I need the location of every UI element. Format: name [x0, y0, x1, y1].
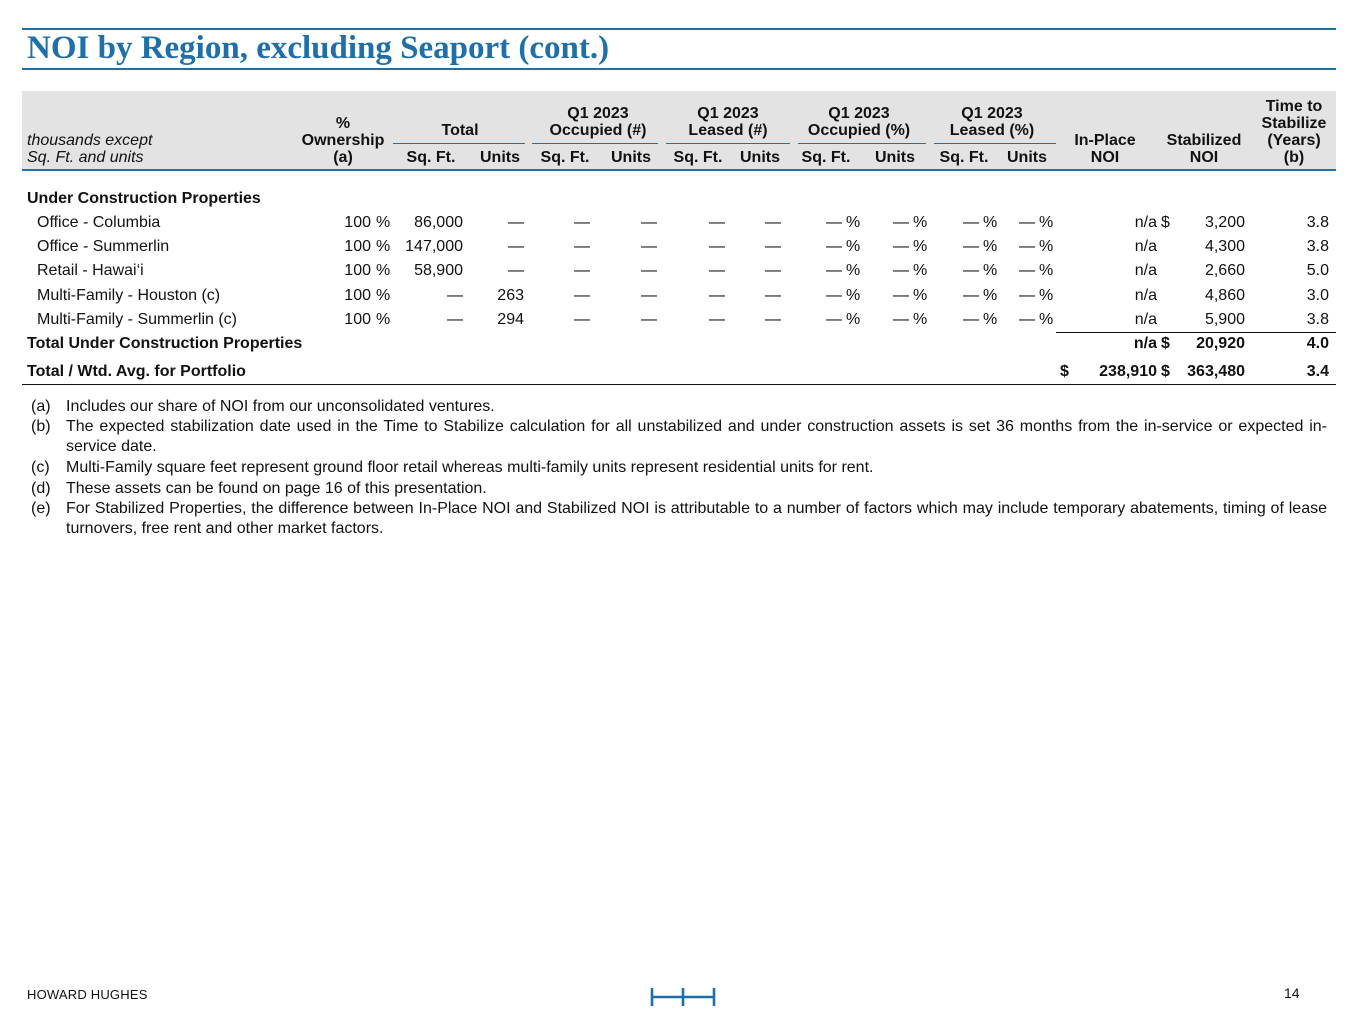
leased-sqft-value: — — [709, 311, 725, 328]
header-ownership: Ownership — [301, 132, 385, 149]
total-sqft-value: 58,900 — [414, 262, 463, 279]
occupied-pct-sqft-sign: % — [846, 287, 861, 304]
header-occ-pct-sqft: Sq. Ft. — [801, 149, 851, 166]
occupied-sqft-value: — — [574, 214, 590, 231]
leased-pct-units-value: — — [1019, 262, 1035, 279]
stabilized-noi-value: 4,300 — [1204, 238, 1245, 255]
total-portfolio-tts: 3.4 — [1306, 363, 1329, 380]
header-inplace: In-Place — [1074, 132, 1136, 149]
footnote-label: (a) — [31, 398, 51, 415]
footnote-text: These assets can be found on page 16 of this presentation. — [66, 480, 487, 497]
howard-hughes-logo-icon — [650, 986, 716, 1008]
occupied-sqft-value: — — [574, 311, 590, 328]
leased-pct-sqft-value: — — [963, 287, 979, 304]
total-units-value: — — [508, 214, 524, 231]
footnote-label: (c) — [31, 459, 50, 476]
group-underline-leased-num — [666, 143, 790, 144]
group-underline-occupied-pct — [798, 143, 926, 144]
footnote-label: (d) — [31, 480, 51, 497]
inplace-noi-value: n/a — [1134, 238, 1157, 255]
total-uc-stabilized-dollar: $ — [1161, 335, 1170, 352]
group-underline-occupied-num — [532, 143, 658, 144]
header-lea-pct-sqft: Sq. Ft. — [939, 149, 989, 166]
ownership-value: 100 — [344, 214, 371, 231]
occupied-units-value: — — [641, 311, 657, 328]
header-tts-2: Stabilize — [1261, 115, 1327, 132]
page-number: 14 — [1284, 985, 1300, 1001]
leased-pct-sqft-value: — — [963, 262, 979, 279]
stabilized-noi-value: 4,860 — [1204, 287, 1245, 304]
footnote-text: Includes our share of NOI from our unconsolidated ventures. — [66, 398, 495, 415]
header-ownership-pct: % — [335, 115, 351, 132]
header-occ-num-sqft: Sq. Ft. — [540, 149, 590, 166]
inplace-noi-value: n/a — [1134, 262, 1157, 279]
occupied-pct-sqft-value: — — [826, 238, 842, 255]
leased-pct-sqft-sign: % — [983, 214, 998, 231]
header-occupied-pct: Occupied (%) — [807, 122, 911, 139]
header-occupied-num-q: Q1 2023 — [567, 105, 629, 122]
header-lea-num-units: Units — [740, 149, 780, 166]
occupied-pct-sqft-sign: % — [846, 262, 861, 279]
time-to-stabilize-value: 3.8 — [1306, 214, 1329, 231]
leased-pct-units-value: — — [1019, 287, 1035, 304]
occupied-units-value: — — [641, 262, 657, 279]
table-header-rule — [22, 169, 1336, 171]
property-name: Office - Columbia — [37, 214, 161, 231]
header-occupied-pct-q: Q1 2023 — [828, 105, 890, 122]
header-stub-line1: thousands except — [27, 132, 153, 149]
occupied-pct-sqft-sign: % — [846, 214, 861, 231]
time-to-stabilize-value: 3.8 — [1306, 311, 1329, 328]
ownership-pct-sign: % — [376, 214, 391, 231]
occupied-pct-units-sign: % — [913, 311, 928, 328]
header-lea-num-sqft: Sq. Ft. — [673, 149, 723, 166]
total-portfolio-label: Total / Wtd. Avg. for Portfolio — [27, 363, 246, 380]
stabilized-dollar-sign: $ — [1161, 214, 1170, 231]
leased-pct-sqft-sign: % — [983, 262, 998, 279]
total-sqft-value: 86,000 — [414, 214, 463, 231]
leased-sqft-value: — — [709, 262, 725, 279]
occupied-pct-units-value: — — [893, 287, 909, 304]
header-occ-pct-units: Units — [875, 149, 915, 166]
time-to-stabilize-value: 5.0 — [1306, 262, 1329, 279]
group-underline-leased-pct — [934, 143, 1056, 144]
inplace-noi-value: n/a — [1134, 287, 1157, 304]
header-lea-pct-units: Units — [1007, 149, 1047, 166]
group-underline-total — [393, 143, 525, 144]
header-occ-num-units: Units — [611, 149, 651, 166]
total-portfolio-stabilized-dollar: $ — [1161, 363, 1170, 380]
stabilized-noi-value: 2,660 — [1204, 262, 1245, 279]
property-name: Retail - Hawai‘i — [37, 262, 144, 279]
property-name: Multi-Family - Summerlin (c) — [37, 311, 237, 328]
total-uc-label: Total Under Construction Properties — [27, 335, 303, 352]
leased-pct-sqft-value: — — [963, 214, 979, 231]
time-to-stabilize-value: 3.8 — [1306, 238, 1329, 255]
page-title: NOI by Region, excluding Seaport (cont.) — [27, 30, 610, 66]
occupied-sqft-value: — — [574, 262, 590, 279]
ownership-value: 100 — [344, 238, 371, 255]
header-total-sqft: Sq. Ft. — [406, 149, 456, 166]
leased-pct-units-sign: % — [1039, 238, 1054, 255]
header-tts-1: Time to — [1265, 98, 1323, 115]
leased-pct-sqft-sign: % — [983, 311, 998, 328]
footnote-text: Multi-Family square feet represent ground floor retail whereas multi-family units represent residential units for rent. — [66, 459, 874, 476]
header-leased-pct: Leased (%) — [949, 122, 1035, 139]
property-name: Multi-Family - Houston (c) — [37, 287, 221, 304]
occupied-units-value: — — [641, 214, 657, 231]
occupied-pct-sqft-sign: % — [846, 238, 861, 255]
leased-units-value: — — [765, 262, 781, 279]
leased-pct-units-sign: % — [1039, 287, 1054, 304]
total-portfolio-stabilized: 363,480 — [1187, 363, 1245, 380]
ownership-pct-sign: % — [376, 311, 391, 328]
total-units-value: 263 — [497, 287, 524, 304]
ownership-value: 100 — [344, 287, 371, 304]
leased-pct-units-sign: % — [1039, 311, 1054, 328]
title-bottom-rule — [22, 68, 1336, 70]
header-total-units: Units — [480, 149, 520, 166]
occupied-pct-units-value: — — [893, 262, 909, 279]
ownership-pct-sign: % — [376, 262, 391, 279]
leased-pct-sqft-value: — — [963, 311, 979, 328]
total-uc-stabilized: 20,920 — [1196, 335, 1245, 352]
total-units-value: — — [508, 262, 524, 279]
total-uc-inplace: n/a — [1133, 335, 1157, 352]
leased-pct-units-value: — — [1019, 238, 1035, 255]
footnote-text: For Stabilized Properties, the difference between In-Place NOI and Stabilized NOI is attributable to a number of factors which may include temporary abatements, timing of lease turnovers, free rent and other market factors. — [66, 500, 1327, 537]
leased-sqft-value: — — [709, 214, 725, 231]
header-stabilized: Stabilized — [1166, 132, 1242, 149]
header-leased-num: Leased (#) — [688, 122, 768, 139]
occupied-pct-units-value: — — [893, 311, 909, 328]
leased-units-value: — — [765, 214, 781, 231]
leased-units-value: — — [765, 238, 781, 255]
occupied-pct-units-sign: % — [913, 214, 928, 231]
leased-pct-units-value: — — [1019, 311, 1035, 328]
total-sqft-value: 147,000 — [405, 238, 463, 255]
occupied-sqft-value: — — [574, 287, 590, 304]
total-units-value: — — [508, 238, 524, 255]
total-uc-tts: 4.0 — [1306, 335, 1329, 352]
ownership-value: 100 — [344, 262, 371, 279]
occupied-pct-sqft-value: — — [826, 262, 842, 279]
header-stabilized-noi: NOI — [1189, 149, 1219, 166]
total-sqft-value: — — [447, 287, 463, 304]
occupied-pct-units-sign: % — [913, 262, 928, 279]
footer-brand: HOWARD HUGHES — [27, 987, 148, 1002]
header-leased-pct-q: Q1 2023 — [961, 105, 1023, 122]
leased-units-value: — — [765, 287, 781, 304]
table-bottom-rule — [22, 384, 1336, 385]
leased-pct-units-sign: % — [1039, 214, 1054, 231]
leased-pct-sqft-sign: % — [983, 238, 998, 255]
leased-pct-units-value: — — [1019, 214, 1035, 231]
stabilized-noi-value: 3,200 — [1204, 214, 1245, 231]
leased-sqft-value: — — [709, 287, 725, 304]
occupied-pct-units-sign: % — [913, 238, 928, 255]
occupied-pct-sqft-value: — — [826, 311, 842, 328]
subtotal-rule — [1056, 332, 1336, 333]
footnote-label: (e) — [31, 500, 51, 517]
occupied-pct-sqft-value: — — [826, 287, 842, 304]
occupied-pct-sqft-value: — — [826, 214, 842, 231]
header-total: Total — [441, 122, 479, 139]
occupied-pct-units-value: — — [893, 238, 909, 255]
footnote-label: (b) — [31, 418, 51, 435]
total-portfolio-inplace: 238,910 — [1099, 363, 1157, 380]
header-ownership-note: (a) — [333, 149, 353, 166]
property-name: Office - Summerlin — [37, 238, 170, 255]
header-stub-line2: Sq. Ft. and units — [27, 149, 144, 166]
total-sqft-value: — — [447, 311, 463, 328]
leased-pct-units-sign: % — [1039, 262, 1054, 279]
stabilized-noi-value: 5,900 — [1204, 311, 1245, 328]
time-to-stabilize-value: 3.0 — [1306, 287, 1329, 304]
header-leased-num-q: Q1 2023 — [697, 105, 759, 122]
total-portfolio-inplace-dollar: $ — [1060, 363, 1069, 380]
footnote-text: The expected stabilization date used in the Time to Stabilize calculation for all unstabilized and under construction assets is set 36 months from the in-service or expected in-service date. — [66, 418, 1327, 455]
leased-sqft-value: — — [709, 238, 725, 255]
ownership-pct-sign: % — [376, 287, 391, 304]
occupied-pct-sqft-sign: % — [846, 311, 861, 328]
occupied-sqft-value: — — [574, 238, 590, 255]
ownership-pct-sign: % — [376, 238, 391, 255]
header-tts-4: (b) — [1283, 149, 1305, 166]
occupied-pct-units-value: — — [893, 214, 909, 231]
header-inplace-noi: NOI — [1090, 149, 1120, 166]
occupied-pct-units-sign: % — [913, 287, 928, 304]
header-tts-3: (Years) — [1267, 132, 1321, 149]
leased-units-value: — — [765, 311, 781, 328]
occupied-units-value: — — [641, 287, 657, 304]
header-occupied-num: Occupied (#) — [549, 122, 647, 139]
section-title: Under Construction Properties — [27, 190, 261, 207]
inplace-noi-value: n/a — [1134, 311, 1157, 328]
occupied-units-value: — — [641, 238, 657, 255]
inplace-noi-value: n/a — [1134, 214, 1157, 231]
leased-pct-sqft-value: — — [963, 238, 979, 255]
ownership-value: 100 — [344, 311, 371, 328]
leased-pct-sqft-sign: % — [983, 287, 998, 304]
total-units-value: 294 — [497, 311, 524, 328]
